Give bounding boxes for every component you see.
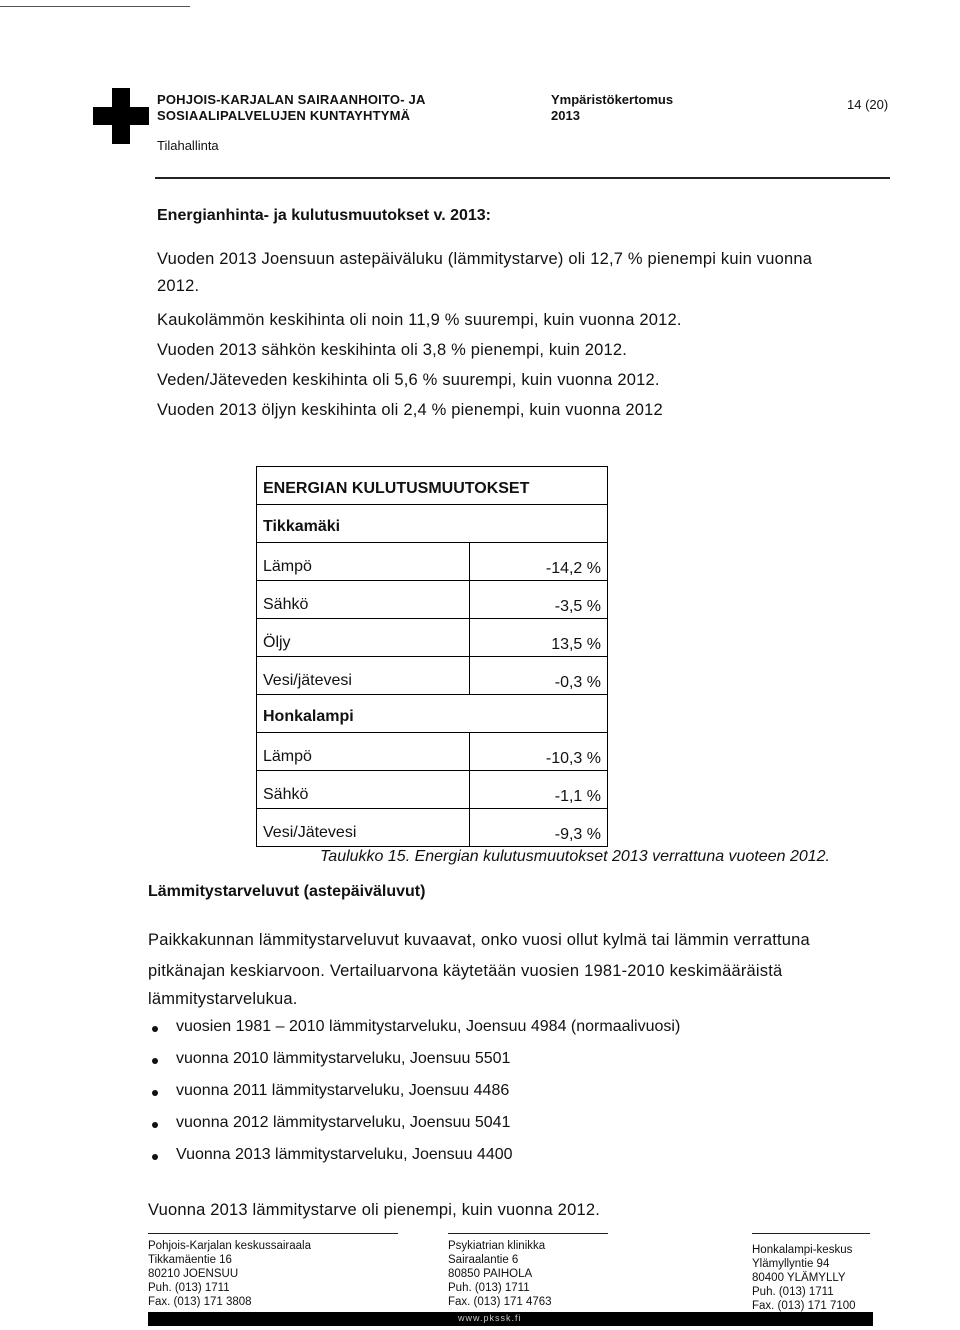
paragraph-line: Veden/Jäteveden keskihinta oli 5,6 % suurempi, kuin vuonna 2012. xyxy=(157,371,660,389)
row-label: Lämpö xyxy=(263,748,312,765)
bullet-icon xyxy=(152,1154,158,1160)
energy-change-table xyxy=(256,466,608,847)
row-value: -9,3 % xyxy=(554,826,601,843)
footer-address-psychiatry xyxy=(448,1239,552,1309)
paragraph-line: Vuoden 2013 öljyn keskihinta oli 2,4 % pienempi, kuin vuonna 2012 xyxy=(157,401,663,419)
row-label: Vesi/jätevesi xyxy=(263,672,352,689)
intro-line: lämmitystarvelukua. xyxy=(148,990,298,1008)
footer-address-honkalampi xyxy=(752,1243,856,1313)
group-name: Tikkamäki xyxy=(263,518,341,535)
row-label: Sähkö xyxy=(263,596,309,613)
organization-name xyxy=(157,92,426,124)
footer-line: Sairaalantie 6 xyxy=(448,1254,519,1266)
footer-rule xyxy=(752,1233,870,1234)
intro-line: pitkänajan keskiarvoon. Vertailuarvona käytetään vuosien 1981-2010 keskimääräistä xyxy=(148,962,783,980)
group-header-row xyxy=(257,695,607,733)
section-title: Energianhinta- ja kulutusmuutokset v. 2013: xyxy=(157,207,491,224)
group-name: Honkalampi xyxy=(263,708,354,725)
footer-line: Honkalampi-keskus xyxy=(752,1244,853,1256)
group-header-row xyxy=(257,505,607,543)
footer-line: Ylämyllyntie 94 xyxy=(752,1258,830,1270)
footer-line: 80400 YLÄMYLLY xyxy=(752,1272,846,1284)
footer-line: Psykiatrian klinikka xyxy=(448,1240,546,1252)
footer-bar xyxy=(148,1312,873,1326)
footer-line: Fax. (013) 171 7100 xyxy=(752,1300,856,1312)
bullet-icon xyxy=(152,1122,158,1128)
row-value: -14,2 % xyxy=(545,560,601,577)
table-row xyxy=(257,733,607,771)
cross-logo-icon xyxy=(93,88,149,144)
bullet-icon xyxy=(152,1090,158,1096)
footer-line: Pohjois-Karjalan keskussairaala xyxy=(148,1240,311,1252)
report-year: 2013 xyxy=(551,108,580,123)
table-row xyxy=(257,619,607,657)
footer-line: Puh. (013) 1711 xyxy=(448,1282,530,1294)
table-title-row xyxy=(257,467,607,505)
table-row xyxy=(257,581,607,619)
footer-line: Puh. (013) 1711 xyxy=(148,1282,230,1294)
top-rule xyxy=(0,6,190,7)
footer-rule xyxy=(448,1233,608,1234)
report-title-text: Ympäristökertomus xyxy=(551,92,674,107)
row-value: 13,5 % xyxy=(551,636,601,653)
intro-line: Paikkakunnan lämmitystarveluvut kuvaavat, onko vuosi ollut kylmä tai lämmin verrattuna xyxy=(148,931,810,949)
footer-line: Fax. (013) 171 4763 xyxy=(448,1296,552,1308)
page-number: 14 (20) xyxy=(847,97,889,112)
row-label: Vesi/Jätevesi xyxy=(263,824,357,841)
row-value: -0,3 % xyxy=(554,674,601,691)
table-row xyxy=(257,809,607,846)
table-row xyxy=(257,543,607,581)
row-value: -10,3 % xyxy=(545,750,601,767)
website-link[interactable]: www.pkssk.fi xyxy=(458,1313,522,1323)
row-value: -1,1 % xyxy=(554,788,601,805)
unit-name: Tilahallinta xyxy=(157,138,219,153)
table-title: ENERGIAN KULUTUSMUUTOKSET xyxy=(263,480,530,497)
footer-line: Tikkamäentie 16 xyxy=(148,1254,232,1266)
footer-line: 80850 PAIHOLA xyxy=(448,1268,533,1280)
conclusion: Vuonna 2013 lämmitystarve oli pienempi, kuin vuonna 2012. xyxy=(148,1201,600,1219)
footer-line: Fax. (013) 171 3808 xyxy=(148,1296,252,1308)
footer-line: 80210 JOENSUU xyxy=(148,1268,239,1280)
paragraph-line: Kaukolämmön keskihinta oli noin 11,9 % suurempi, kuin vuonna 2012. xyxy=(157,311,682,329)
header-rule xyxy=(155,177,890,179)
paragraph-line: Vuoden 2013 Joensuun astepäiväluku (lämmitystarve) oli 12,7 % pienempi kuin vuonna xyxy=(157,250,813,268)
table-row xyxy=(257,771,607,809)
footer-address-hospital xyxy=(148,1239,311,1309)
row-label: Sähkö xyxy=(263,786,309,803)
org-line-1: POHJOIS-KARJALAN SAIRAANHOITO- JA xyxy=(157,92,426,107)
footer-line: Puh. (013) 1711 xyxy=(752,1286,834,1298)
table-caption: Taulukko 15. Energian kulutusmuutokset 2013 verrattuna vuoteen 2012. xyxy=(320,848,830,865)
bullet-icon xyxy=(152,1026,158,1032)
footer-rule xyxy=(148,1233,398,1234)
org-line-2: SOSIAALIPALVELUJEN KUNTAYHTYMÄ xyxy=(157,108,411,123)
row-value: -3,5 % xyxy=(554,598,601,615)
paragraph-line: 2012. xyxy=(157,277,200,295)
table-row xyxy=(257,657,607,695)
bullet-icon xyxy=(152,1058,158,1064)
row-label: Öljy xyxy=(263,634,291,651)
heating-title: Lämmitystarveluvut (astepäiväluvut) xyxy=(148,883,426,900)
paragraph-line: Vuoden 2013 sähkön keskihinta oli 3,8 % pienempi, kuin 2012. xyxy=(157,341,628,359)
report-title xyxy=(551,92,673,124)
row-label: Lämpö xyxy=(263,558,312,575)
